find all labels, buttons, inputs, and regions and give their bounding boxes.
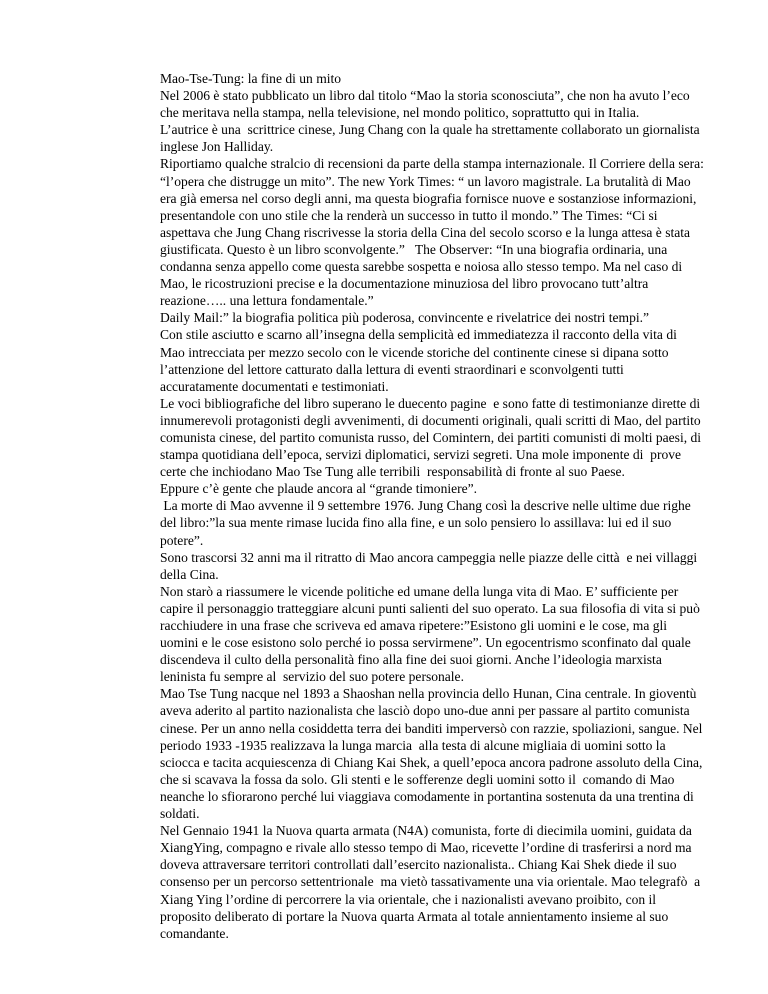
text-line: reazione….. una lettura fondamentale.” — [160, 293, 374, 309]
text-line: del libro:”la sua mente rimase lucida fino alla fine, e un solo pensiero lo assillava: lui ed il suo — [160, 515, 672, 531]
text-line: Mao intrecciata per mezzo secolo con le vicende storiche del continente cinese si dipana sotto — [160, 344, 669, 360]
text-line: Riportiamo qualche stralcio di recensioni da parte della stampa internazionale. Il Corriere della sera: — [160, 156, 704, 172]
text-line: doveva attraversare territori controllati dall’esercito nazionalista.. Chiang Kai Shek diede il suo — [160, 857, 677, 873]
text-line: Sono trascorsi 32 anni ma il ritratto di Mao ancora campeggia nelle piazze delle città e nei villaggi — [160, 549, 698, 565]
text-line: consenso per un percorso settentrionale ma vietò tassativamente una via orientale. Mao telegrafò a — [160, 874, 701, 890]
text-line: che meritava nella stampa, nella televisione, nel mondo politico, soprattutto qui in Italia. — [160, 105, 640, 121]
text-line: soldati. — [160, 806, 200, 822]
text-line: L’autrice è una scrittrice cinese, Jung Chang con la quale ha strettamente collaborato un giornalista — [160, 122, 700, 138]
text-line: aveva aderito al partito nazionalista che lasciò dopo uno-due anni per passare al partito comunista — [160, 703, 690, 719]
text-line: Mao Tse Tung nacque nel 1893 a Shaoshan nella provincia dello Hunan, Cina centrale. In gioventù — [160, 686, 697, 702]
text-line: comandante. — [160, 925, 229, 941]
text-line: leninista fu sempre al servizio del suo potere personale. — [160, 669, 464, 685]
text-line: accuratamente documentati e testimoniati. — [160, 378, 389, 394]
text-line: uomini e le cose esistono solo perché io possa servirmene”. Un egocentrismo sconfinato dal quale — [160, 635, 691, 651]
text-line: Daily Mail:” la biografia politica più poderosa, convincente e rivelatrice dei nostri tempi.” — [160, 310, 650, 326]
document-body — [160, 70, 760, 942]
text-line: Con stile asciutto e scarno all’insegna della semplicità ed immediatezza il racconto della vita di — [160, 327, 677, 343]
text-line: Eppure c’è gente che plaude ancora al “grande timoniere”. — [160, 481, 478, 497]
text-line: XiangYing, compagno e rivale allo stesso tempo di Mao, ricevette l’ordine di trasferirsi a nord ma — [160, 840, 692, 856]
text-line: neanche lo sfiorarono perché lui viaggiava comodamente in portantina sostenuta da una trentina di — [160, 788, 694, 804]
text-line: discendeva il culto della personalità fino alla fine dei suoi giorni. Anche l’ideologia marxista — [160, 652, 662, 668]
text-line: Non starò a riassumere le vicende politiche ed umane della lunga vita di Mao. E’ sufficiente per — [160, 583, 679, 599]
text-line: Xiang Ying l’ordine di percorrere la via orientale, che i nazionalisti avevano proibito, con il — [160, 891, 657, 907]
text-line: cinese. Per un anno nella cosiddetta terra dei banditi imperversò con razzie, spoliazioni, sangue. Nel — [160, 720, 703, 736]
text-line: aspettava che Jung Chang riscrivesse la storia della Cina del secolo scorso e la lunga attesa è stata — [160, 224, 691, 240]
text-line: racchiudere in una frase che scriveva ed amava ripetere:”Esistono gli uomini e le cose, ma gli — [160, 618, 668, 633]
text-line: certe che inchiodano Mao Tse Tung alle terribili responsabilità di fronte al suo Paese. — [160, 464, 625, 480]
text-line: presentandole con uno stile che la renderà un successo in tutto il mondo.” The Times: “Ci si — [160, 207, 658, 223]
document-title: Mao-Tse-Tung: la fine di un mito — [160, 71, 342, 86]
text-line: Nel 2006 è stato pubblicato un libro dal titolo “Mao la storia sconosciuta”, che non ha avuto l’eco — [160, 88, 690, 104]
text-line: era già emersa nel corso degli anni, ma questa biografia fornisce nuove e sostanziose informazioni, — [160, 190, 697, 206]
text-line: l’attenzione del lettore catturato dalla lettura di eventi straordinari e sconvolgenti tutti — [160, 361, 624, 377]
text-line: della Cina. — [160, 566, 219, 582]
text-line: Nel Gennaio 1941 la Nuova quarta armata (N4A) comunista, forte di diecimila uomini, guidata da — [160, 823, 692, 839]
text-line: comunista cinese, del partito comunista russo, del Comintern, dei partiti comunisti di molti paesi, di — [160, 429, 702, 445]
text-line: innumerevoli protagonisti degli avvenimenti, di documenti originali, quali scritti di Mao, del partito — [160, 412, 701, 428]
text-line: proposito deliberato di portare la Nuova quarta Armata al totale annientamento insieme al suo — [160, 908, 669, 924]
text-line: La morte di Mao avvenne il 9 settembre 1976. Jung Chang così la descrive nelle ultime due righe — [160, 498, 691, 514]
text-line: “l’opera che distrugge un mito”. The new York Times: “ un lavoro magistrale. La brutalità di Mao — [160, 173, 691, 189]
text-line: potere”. — [160, 532, 204, 548]
text-line: Mao, le ricostruzioni precise e la documentazione minuziosa del libro provocano tutt’altra — [160, 276, 649, 292]
text-line: capire il personaggio tratteggiare alcuni punti salienti del suo operato. La sua filosofia di vita si può — [160, 600, 700, 616]
text-line: condanna senza appello come questa sarebbe sospetta e noiosa allo stesso tempo. Ma nel caso di — [160, 259, 683, 275]
text-line: sciocca e tacita acquiescenza di Chiang Kai Shek, a quell’epoca ancora padrone assoluto della Cina, — [160, 754, 703, 770]
text-line: stampa quotidiana dell’epoca, servizi diplomatici, servizi segreti. Una mole imponente di prove — [160, 447, 682, 463]
text-line: giustificata. Questo è un libro sconvolgente.” The Observer: “In una biografia ordinaria, una — [160, 241, 668, 257]
text-line: inglese Jon Halliday. — [160, 139, 274, 155]
text-line: Le voci bibliografiche del libro superano le duecento pagine e sono fatte di testimonianze dirette di — [160, 395, 701, 411]
text-line: che si scavava la fossa da solo. Gli stenti e le sofferenze degli uomini sotto il comando di Mao — [160, 771, 675, 787]
text-line: periodo 1933 -1935 realizzava la lunga marcia alla testa di alcune migliaia di uomini sotto la — [160, 737, 666, 753]
